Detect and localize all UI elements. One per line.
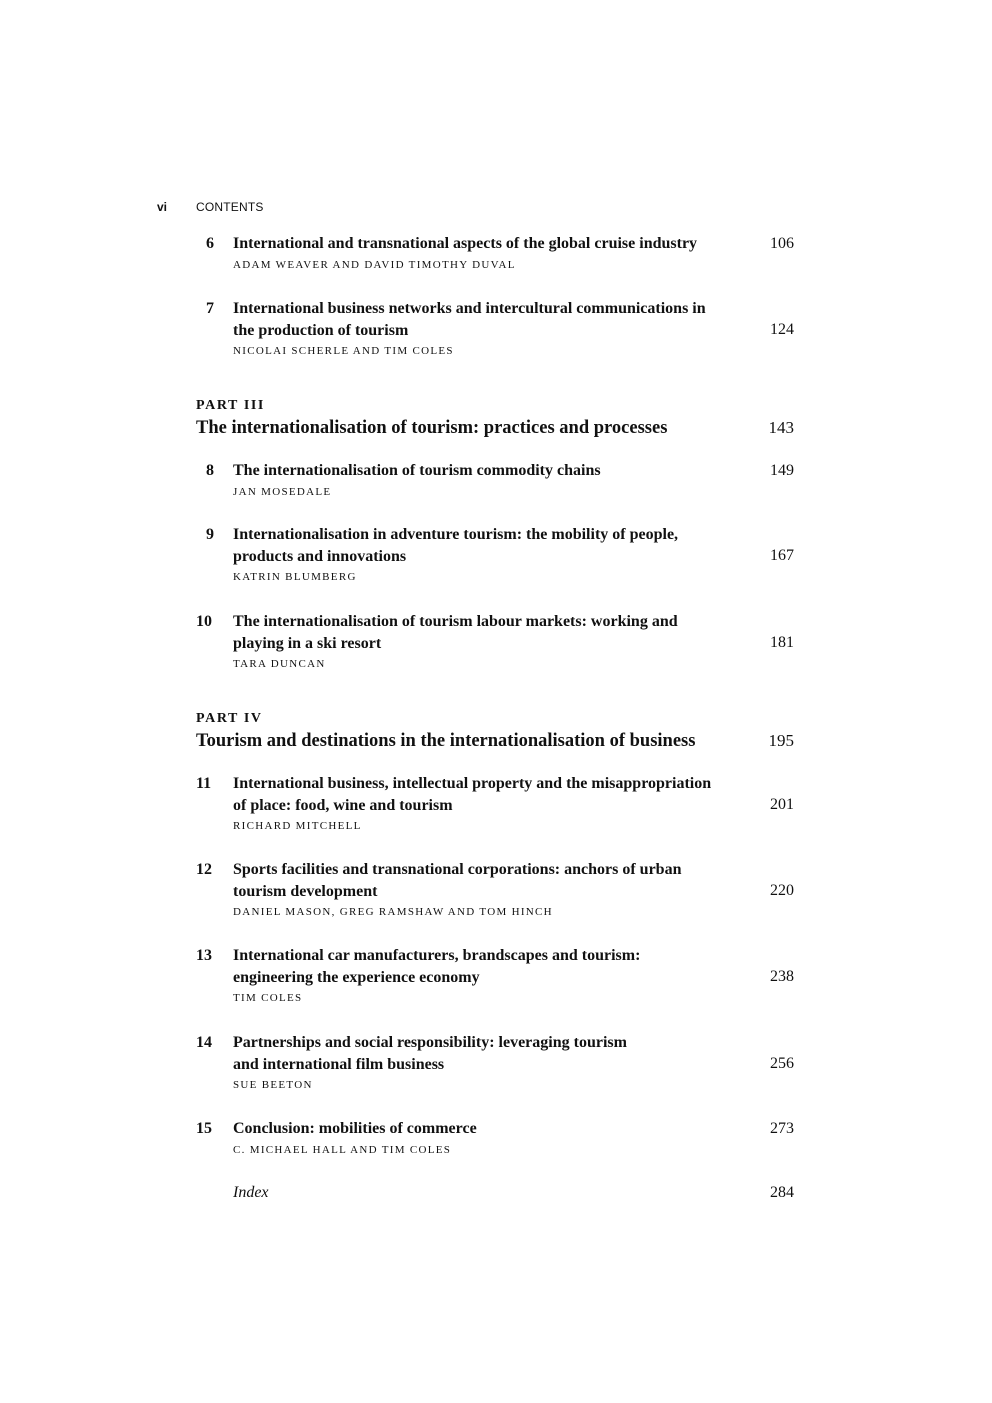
chapter-title: International and transnational aspects of the global cruise industry [233, 235, 698, 252]
chapter-title: Sports facilities and transnational corporations: anchors of urban tourism development [233, 861, 682, 900]
toc-entry-chapter-9[interactable] [196, 524, 806, 583]
chapter-title: The internationalisation of tourism commodity chains [233, 462, 601, 479]
page-number: 195 [768, 731, 794, 750]
page-number: 149 [770, 462, 794, 479]
chapter-number: 11 [196, 775, 212, 792]
page-number: 220 [770, 882, 794, 899]
chapter-title: The internationalisation of tourism labour markets: working and playing in a ski resort [233, 613, 678, 652]
chapter-title: Partnerships and social responsibility: leveraging tourism and international film business [233, 1034, 627, 1073]
chapter-number: 10 [196, 613, 212, 630]
chapter-author: RICHARD MITCHELL [233, 820, 362, 832]
toc-part-iii[interactable] [196, 398, 806, 440]
chapter-author: TIM COLES [233, 992, 303, 1004]
page-number: 256 [770, 1055, 794, 1072]
page-number: 284 [770, 1184, 794, 1201]
page-number: 181 [770, 634, 794, 651]
chapter-author: NICOLAI SCHERLE AND TIM COLES [233, 345, 454, 357]
chapter-author: DANIEL MASON, GREG RAMSHAW AND TOM HINCH [233, 906, 553, 918]
part-label: PART IV [196, 711, 263, 726]
chapter-title: International business networks and intercultural communications in the production of tourism [233, 300, 706, 339]
page-number: 273 [770, 1120, 794, 1137]
chapter-number: 9 [206, 526, 214, 543]
toc-part-iv[interactable] [196, 711, 806, 753]
chapter-number: 8 [206, 462, 214, 479]
chapter-author: TARA DUNCAN [233, 658, 326, 670]
page-number: 238 [770, 968, 794, 985]
chapter-number: 15 [196, 1120, 212, 1137]
chapter-number: 12 [196, 861, 212, 878]
chapter-author: ADAM WEAVER AND DAVID TIMOTHY DUVAL [233, 258, 516, 271]
toc-entry-chapter-6[interactable] [196, 233, 806, 271]
toc-entry-index[interactable] [196, 1182, 806, 1203]
chapter-number: 7 [206, 300, 214, 317]
toc-entry-chapter-8[interactable] [196, 460, 806, 498]
page-number: 201 [770, 796, 794, 813]
page-folio: vi [157, 200, 168, 214]
page-number: 167 [770, 547, 794, 564]
page-number: 143 [768, 418, 794, 437]
index-label: Index [233, 1184, 269, 1201]
page-number: 106 [770, 235, 794, 252]
part-label: PART III [196, 398, 265, 413]
toc-entry-chapter-12[interactable] [196, 859, 806, 918]
chapter-title: Internationalisation in adventure tourism: the mobility of people, products and innovations [233, 526, 679, 565]
chapter-number: 6 [206, 235, 214, 252]
toc-entry-chapter-15[interactable] [196, 1118, 806, 1156]
toc-entry-chapter-14[interactable] [196, 1032, 806, 1091]
chapter-author: JAN MOSEDALE [233, 485, 332, 498]
toc-entry-chapter-7[interactable] [196, 298, 806, 357]
chapter-author: SUE BEETON [233, 1079, 313, 1091]
chapter-author: KATRIN BLUMBERG [233, 571, 357, 583]
part-title: Tourism and destinations in the internationalisation of business [196, 731, 696, 751]
chapter-author: C. MICHAEL HALL AND TIM COLES [233, 1143, 452, 1156]
chapter-number: 14 [196, 1034, 212, 1051]
running-head-title: CONTENTS [196, 200, 264, 214]
chapter-title: International business, intellectual property and the misappropriation of place: food, wine and tourism [233, 775, 712, 814]
toc-entry-chapter-11[interactable] [196, 773, 806, 832]
chapter-number: 13 [196, 947, 212, 964]
toc-entry-chapter-13[interactable] [196, 945, 806, 1004]
toc-entry-chapter-10[interactable] [196, 611, 806, 670]
chapter-title: Conclusion: mobilities of commerce [233, 1120, 477, 1137]
page-number: 124 [770, 321, 794, 338]
chapter-title: International car manufacturers, brandscapes and tourism: engineering the experience economy [233, 947, 641, 986]
part-title: The internationalisation of tourism: practices and processes [196, 418, 668, 438]
